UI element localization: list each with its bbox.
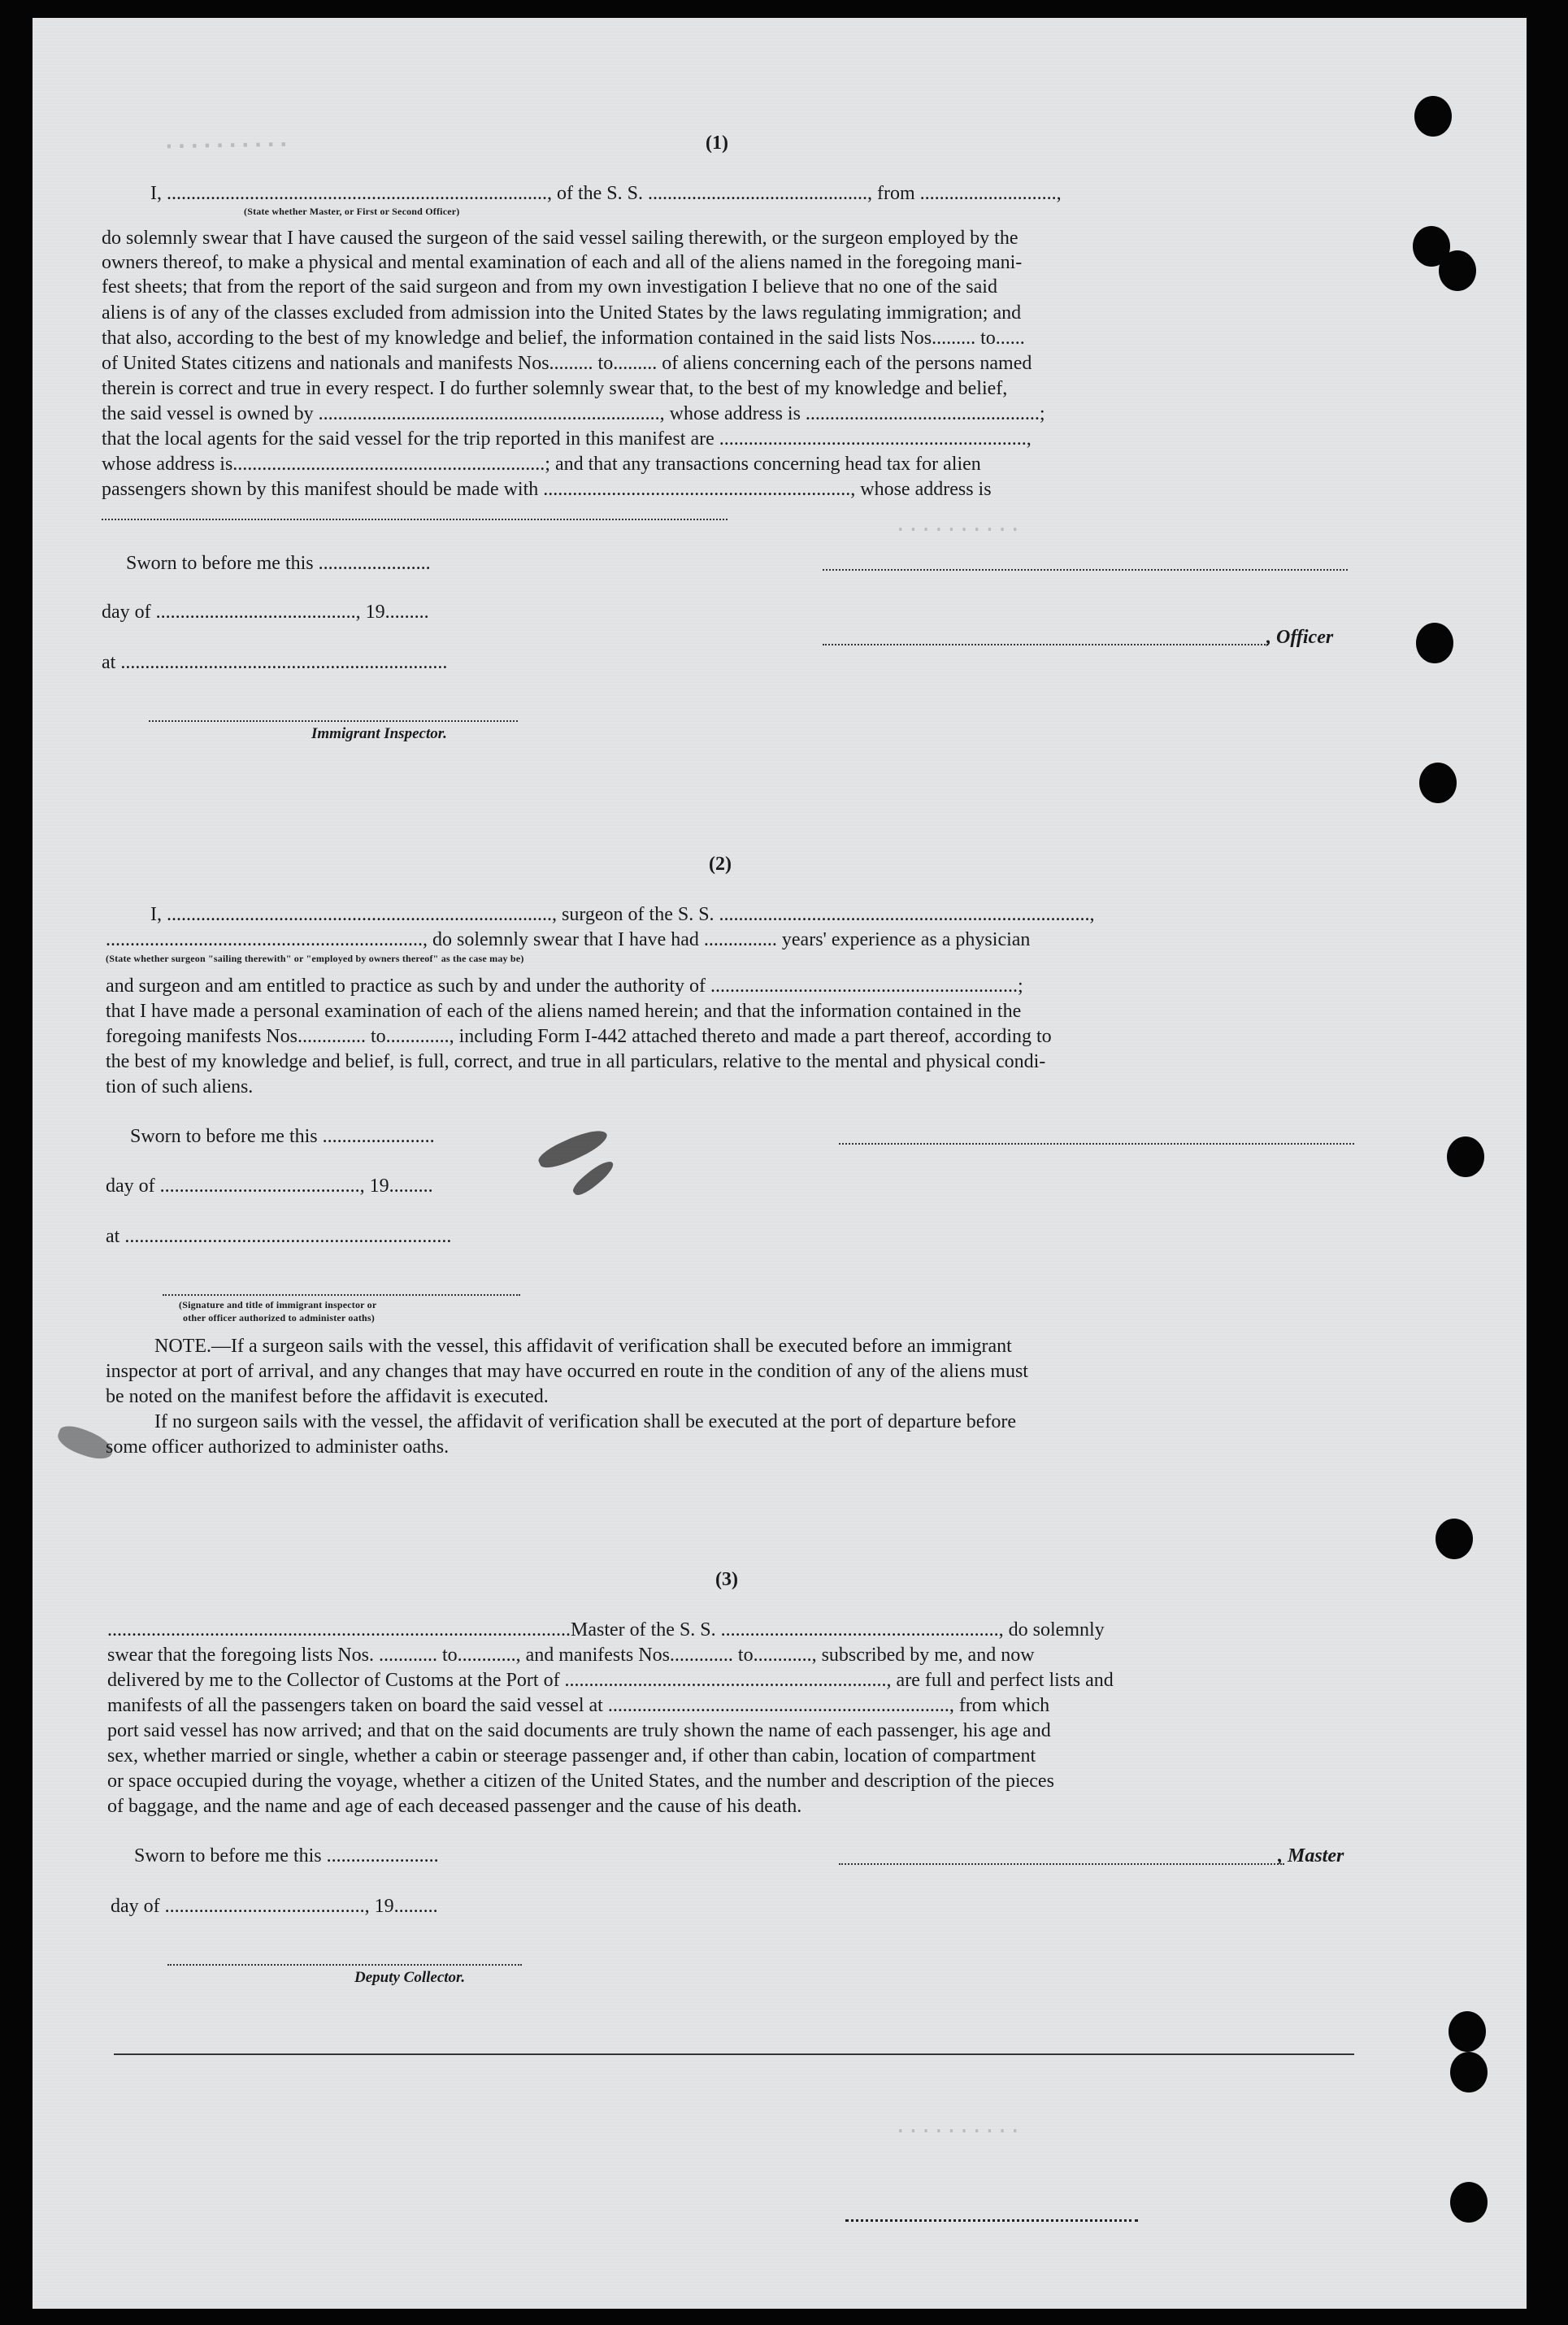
section-2-note-line: some officer authorized to administer oaths. [106, 1436, 450, 1458]
section-2-at-line: at ................................................................... [106, 1226, 452, 1247]
section-2-signature-line [839, 1143, 1354, 1145]
section-1-officer-line [823, 644, 1268, 645]
section-3-collector-label: Deputy Collector. [354, 1969, 466, 1986]
section-1-line: the said vessel is owned by ......................................................................, whose address is ................................................; [102, 403, 1045, 424]
section-2-signature-caption-2: other officer authorized to administer oaths) [183, 1312, 375, 1323]
section-2-note-line: inspector at port of arrival, and any changes that may have occurred en route in the condition of any of the aliens must [106, 1361, 1028, 1382]
section-2-line: the best of my knowledge and belief, is full, correct, and true in all particulars, relative to the mental and physical condi- [106, 1051, 1046, 1072]
section-3-line: ...............................................................................................Master of the S. S. ........................................................., do solemnly [107, 1619, 1105, 1641]
section-2-line: tion of such aliens. [106, 1076, 254, 1097]
section-1-number: (1) [706, 133, 728, 154]
section-2-inspector-line [163, 1294, 520, 1296]
section-2-surgeon-caption: (State whether surgeon "sailing therewith" or "employed by owners thereof" as the case may be) [106, 953, 524, 964]
officer-label: Officer [1276, 627, 1334, 648]
section-3-sworn-line: Sworn to before me this ....................... [134, 1845, 439, 1867]
section-2-note-line: be noted on the manifest before the affidavit is executed. [106, 1386, 549, 1407]
section-1-line: owners thereof, to make a physical and mental examination of each and all of the aliens named in the foregoing mani- [102, 252, 1023, 273]
section-1-line: fest sheets; that from the report of the said surgeon and from my own investigation I believe that no one of the said [102, 276, 997, 298]
section-1-line: that the local agents for the said vessel for the trip reported in this manifest are ..............................................................., [102, 428, 1032, 450]
section-1-signature-line [823, 569, 1348, 571]
section-3-line: swear that the foregoing lists Nos. ............ to............, and manifests Nos............. to............, subscribed by me, and now [107, 1645, 1035, 1666]
section-1-line: passengers shown by this manifest should be made with ..............................................................., whose address is [102, 479, 992, 500]
section-1-master-caption: (State whether Master, or First or Second Officer) [244, 206, 460, 217]
section-2-line: foregoing manifests Nos.............. to............., including Form I-442 attached thereto and made a part thereof, according to [106, 1026, 1052, 1047]
section-1-line: of United States citizens and nationals and manifests Nos......... to......... of aliens concerning each of the persons named [102, 353, 1032, 374]
section-3-line: manifests of all the passengers taken on board the said vessel at ......................................................................, from which [107, 1695, 1050, 1716]
section-1-address-line [102, 519, 728, 520]
section-1-inspector-line [149, 720, 518, 722]
section-1-line: aliens is of any of the classes excluded from admission into the United States by the laws regulating immigration; and [102, 302, 1022, 324]
section-3-collector-line [167, 1964, 522, 1966]
section-3-line: or space occupied during the voyage, whether a citizen of the United States, and the number and description of the pieces [107, 1771, 1054, 1792]
bleed-through-text: .......... [894, 512, 1022, 537]
section-1-day-line: day of ........................................., 19......... [102, 602, 429, 623]
section-1-officer-label: , Officer [1266, 627, 1334, 648]
section-3-line: sex, whether married or single, whether a cabin or steerage passenger and, if other than cabin, location of compartment [107, 1745, 1036, 1767]
section-2-line: that I have made a personal examination of each of the aliens named herein; and that the information contained in the [106, 1001, 1022, 1022]
bottom-dotted-line [845, 2219, 1138, 2222]
bleed-through-text: .......... [162, 127, 290, 154]
section-3-line: port said vessel has now arrived; and that on the said documents are truly shown the name of each passenger, his age and [107, 1720, 1051, 1741]
section-1-line: therein is correct and true in every respect. I do further solemnly swear that, to the best of my knowledge and belief, [102, 378, 1008, 399]
section-3-master-signature-line [839, 1863, 1284, 1865]
master-label: Master [1288, 1845, 1344, 1867]
section-3-day-line: day of ........................................., 19......... [111, 1896, 438, 1917]
section-2-note-line [154, 1336, 1012, 1358]
section-2-note-line: If no surgeon sails with the vessel, the affidavit of verification shall be executed at the port of departure before [154, 1411, 1017, 1432]
note-label: NOTE. [154, 1336, 211, 1357]
section-2-sworn-line: Sworn to before me this ....................... [130, 1126, 435, 1147]
section-2-number: (2) [709, 854, 732, 875]
section-1-inspector-label: Immigrant Inspector. [311, 725, 447, 742]
section-1-sworn-line: Sworn to before me this ....................... [126, 553, 431, 574]
section-2-surgeon-line: I, ..............................................................................., surgeon of the S. S. ............................................................................, [150, 904, 1095, 925]
section-1-line: do solemnly swear that I have caused the surgeon of the said vessel sailing therewith, or the surgeon employed by the [102, 228, 1019, 249]
section-3-line: of baggage, and the name and age of each deceased passenger and the cause of his death. [107, 1796, 802, 1817]
section-1-at-line: at ................................................................... [102, 652, 448, 673]
section-2-signature-caption-1: (Signature and title of immigrant inspector or [179, 1299, 377, 1310]
section-1-master-line: I, .............................................................................., of the S. S. ............................................., from ............................, [150, 183, 1062, 204]
bottom-rule [114, 2053, 1354, 2055]
note-text: —If a surgeon sails with the vessel, this affidavit of verification shall be executed before an immigrant [211, 1336, 1012, 1357]
section-3-line: delivered by me to the Collector of Customs at the Port of .................................................................., are full and perfect lists and [107, 1670, 1114, 1691]
bleed-through-text: .......... [894, 2114, 1022, 2138]
section-2-line: and surgeon and am entitled to practice as such by and under the authority of ...............................................................; [106, 976, 1023, 997]
section-2-day-line: day of ........................................., 19......... [106, 1176, 433, 1197]
section-1-line: that also, according to the best of my knowledge and belief, the information contained in the said lists Nos......... to...... [102, 328, 1025, 349]
section-2-experience-line: ................................................................., do solemnly swear that I have had ............... years' experience as a physician [106, 929, 1031, 950]
section-3-master-label: , Master [1278, 1845, 1344, 1867]
section-3-number: (3) [715, 1569, 738, 1590]
section-1-line: whose address is................................................................; and that any transactions concerning head tax for alien [102, 454, 981, 475]
